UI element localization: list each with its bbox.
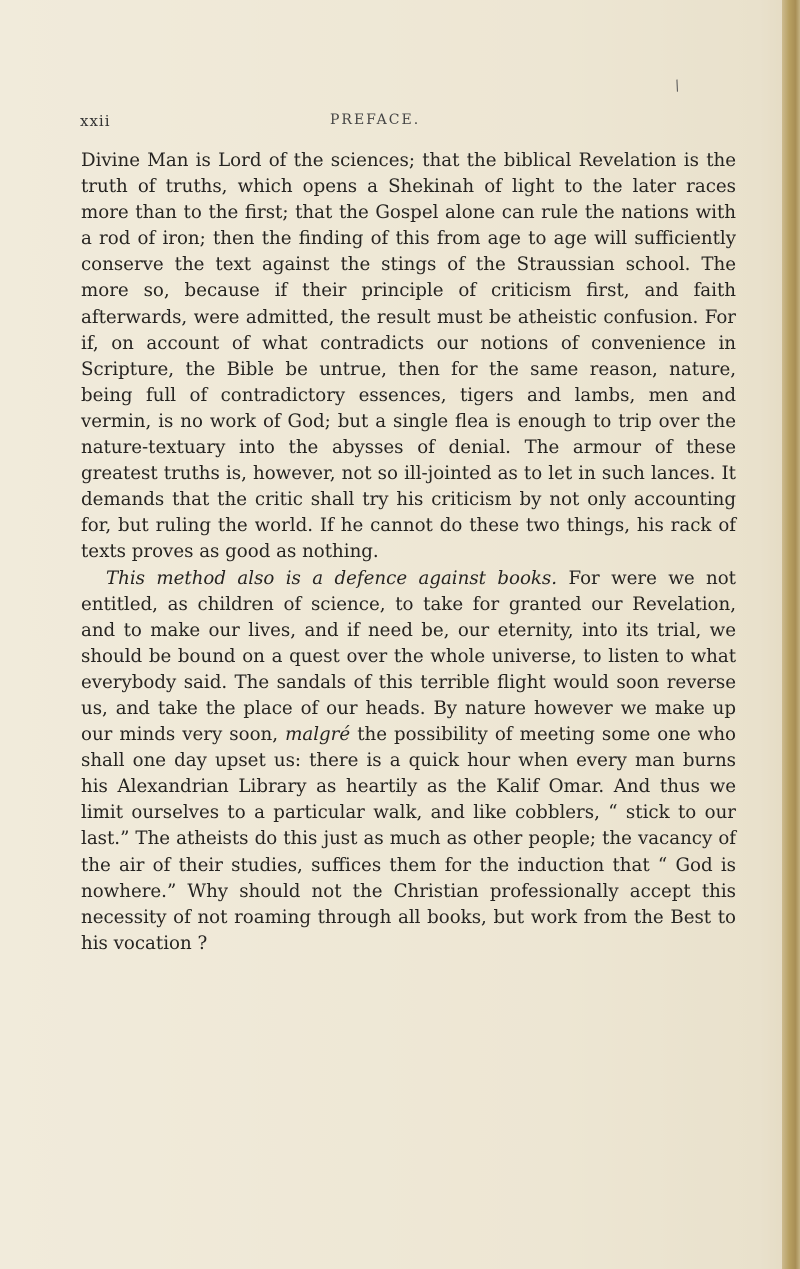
stray-mark: /	[672, 77, 683, 95]
page-header	[80, 112, 700, 138]
body-text	[81, 148, 736, 957]
page-number: xxii	[80, 112, 111, 130]
page-edge-shadow	[782, 0, 800, 1269]
paragraph-2-text: For were we not entitled, as children of science, to take for granted our Revelation, and to make our lives, and if need be, our eternity, into its trial, we should be bound on a quest over the whole universe, to listen to what everybody said. The sandals of this terrible flight would soon reverse us, and take the place of our heads. By nature however we make up our minds very soon,	[81, 567, 736, 746]
paragraph-1: Divine Man is Lord of the sciences; that the biblical Revelation is the truth of truths, which opens a Shekinah of light to the later races more than to the first; that the Gospel alone can rule the nations with a rod of iron; then the finding of this from age to age will sufficiently conserve the text against the stings of the Straussian school. The more so, because if their principle of criticism first, and faith afterwards, were admitted, the result must be atheistic confusion. For if, on account of what contradicts our notions of convenience in Scripture, the Bible be untrue, then for the same reason, nature, being full of contradictory essences, tigers and lambs, men and vermin, is no work of God; but a single flea is enough to trip over the nature-textuary into the abysses of denial. The armour of these greatest truths is, however, not so ill-jointed as to let in such lances. It demands that the critic shall try his criticism by not only accounting for, but ruling the world. If he cannot do these two things, his rack of texts proves as good as nothing.	[81, 150, 736, 563]
paragraph-2-text-after: the possibility of meeting some one who shall one day upset us: there is a quick hour when every man burns his Alexandrian Library as heartily as the Kalif Omar. And thus we limit ourselves to a particular walk, and like cobblers, “ stick to our last.” The atheists do this just as much as other people; the vacancy of the air of their studies, suffices them for the induction that “ God is nowhere.” Why should not the Christian professionally accept this necessity of not roaming through all books, but work from the Best to his vocation ?	[81, 724, 736, 954]
paragraph-2-italic-word: malgré	[285, 724, 351, 746]
running-head: PREFACE.	[330, 112, 421, 128]
paragraph-2	[81, 566, 736, 957]
paragraph-2-italic-lead: This method also is a defence against books.	[106, 567, 558, 589]
